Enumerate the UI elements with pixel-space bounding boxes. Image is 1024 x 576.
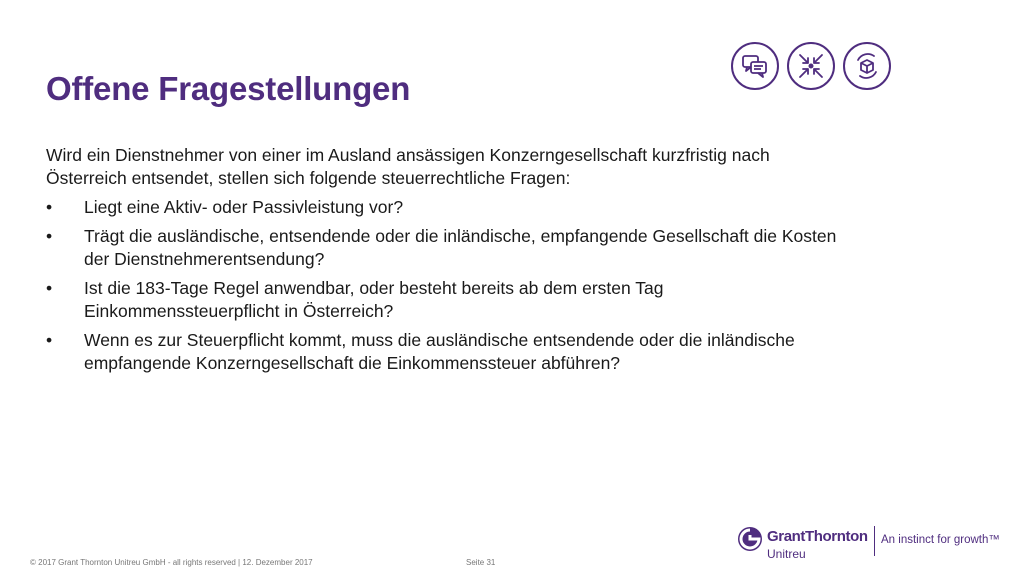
list-item-text: Liegt eine Aktiv- oder Passivleistung vor? <box>84 197 404 217</box>
header-icons <box>731 42 891 90</box>
question-list <box>46 196 846 375</box>
footer-page-number: Seite 31 <box>466 558 496 567</box>
list-item <box>46 196 846 219</box>
list-item-text: Trägt die ausländische, entsendende oder die inländische, empfangende Gesellschaft die Kosten der Dienstnehmerentsendung? <box>84 226 837 269</box>
intro-paragraph: Wird ein Dienstnehmer von einer im Ausland ansässigen Konzerngesellschaft kurzfristig nach Österreich entsendet, stellen sich folgende steuerrechtliche Fragen: <box>46 145 770 188</box>
list-item <box>46 329 846 375</box>
logo-sub: Unitreu <box>767 547 806 561</box>
logo-tagline: An instinct for growth™ <box>881 534 1000 546</box>
list-item-text: Ist die 183-Tage Regel anwendbar, oder besteht bereits ab dem ersten Tag Einkommenssteuerpflicht in Österreich? <box>84 278 664 321</box>
cube-cycle-icon <box>843 42 891 90</box>
list-item-text: Wenn es zur Steuerpflicht kommt, muss die ausländische entsendende oder die inländische empfangende Konzerngesellschaft die Einkommenssteuer abführen? <box>84 330 795 373</box>
bullet-glyph: • <box>46 197 53 217</box>
list-item <box>46 225 846 271</box>
slide-body <box>46 144 846 381</box>
list-item <box>46 277 846 323</box>
footer-copyright: © 2017 Grant Thornton Unitreu GmbH - all rights reserved | 12. Dezember 2017 <box>30 558 313 567</box>
chat-bubbles-icon <box>731 42 779 90</box>
bullet-glyph: • <box>46 330 53 350</box>
page-title: Offene Fragestellungen <box>46 70 411 107</box>
logo-name: GrantThornton <box>767 528 868 545</box>
logo-divider <box>874 526 875 556</box>
bullet-glyph: • <box>46 278 53 298</box>
grant-thornton-mark-icon <box>737 526 763 552</box>
bullet-glyph: • <box>46 226 53 246</box>
grant-thornton-logo <box>737 524 1000 564</box>
arrows-converge-icon <box>787 42 835 90</box>
